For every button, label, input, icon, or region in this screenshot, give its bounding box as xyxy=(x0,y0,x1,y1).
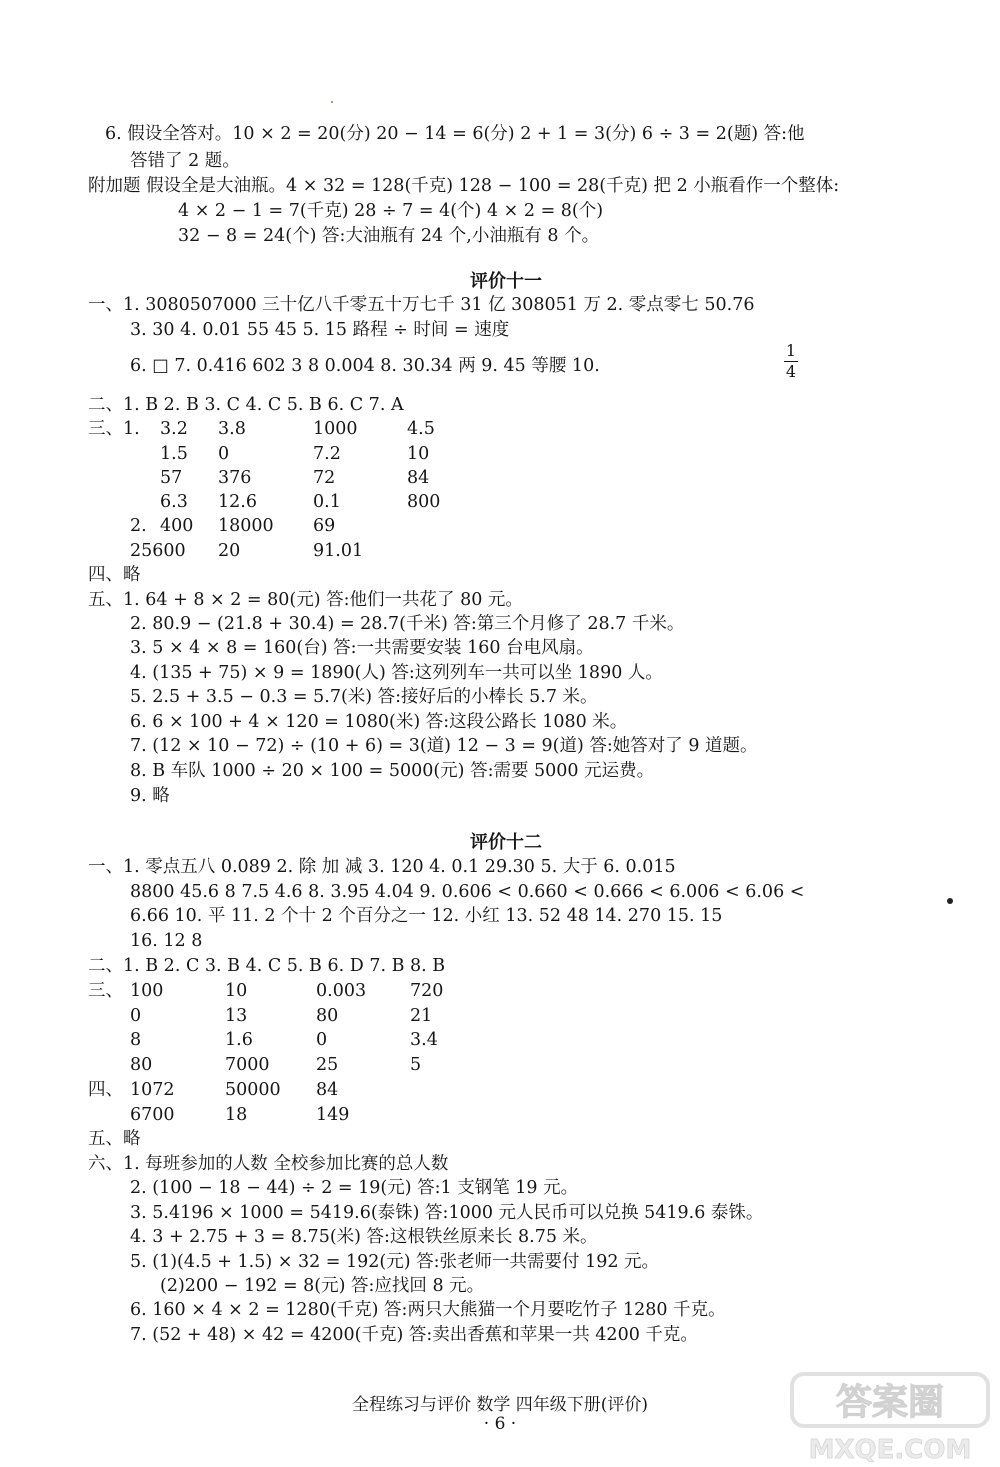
table-cell: 376 xyxy=(218,468,252,488)
svg-text:MXQE.COM: MXQE.COM xyxy=(808,1435,972,1464)
eval11-s5-line: 9. 略 xyxy=(130,786,170,806)
section-title-eval11: 评价十一 xyxy=(470,271,542,292)
eval12-s1-line: 8800 45.6 8 7.5 4.6 8. 3.95 4.04 9. 0.606 < 0.660 < 0.666 < 6.006 < 6.06 < xyxy=(130,882,805,902)
eval12-s6-line: 六、1. 每班参加的人数 全校参加比赛的总人数 xyxy=(88,1154,449,1174)
table-cell: 0.003 xyxy=(316,981,367,1001)
table-cell: 84 xyxy=(316,1080,339,1100)
section-title-eval12: 评价十二 xyxy=(470,832,542,853)
eval12-s6-line: 7. (52 + 48) × 42 = 4200(千克) 答:卖出香蕉和苹果一共 4200 千克。 xyxy=(130,1325,698,1345)
eval11-s5-line: 五、1. 64 + 8 × 2 = 80(元) 答:他们一共花了 80 元。 xyxy=(88,590,523,610)
table-cell: 10 xyxy=(225,981,248,1001)
table-cell: 6.3 xyxy=(160,492,188,512)
bonus-line2: 4 × 2 − 1 = 7(千克) 28 ÷ 7 = 4(个) 4 × 2 = 8(个) xyxy=(178,201,604,221)
eval11-s5-line: 3. 5 × 4 × 8 = 160(台) 答:一共需要安装 160 台电风扇。 xyxy=(130,638,594,658)
table-cell: 1072 xyxy=(130,1080,175,1100)
footer-book-title: 全程练习与评价 数学 四年级下册(评价) xyxy=(351,1395,649,1415)
table-cell: 0.1 xyxy=(313,492,341,512)
eval12-s3-label: 三、 xyxy=(88,981,123,1001)
table-cell: 80 xyxy=(316,1006,339,1026)
table-cell: 25 xyxy=(316,1055,339,1075)
table-cell: 12.6 xyxy=(218,492,257,512)
table-cell: 5 xyxy=(410,1055,422,1075)
eval12-s6-line: 3. 5.4196 × 1000 = 5419.6(泰铢) 答:1000 元人民币可以兑换 5419.6 泰铢。 xyxy=(130,1203,764,1223)
table-cell: 0 xyxy=(316,1030,328,1050)
table-cell: 18 xyxy=(225,1105,248,1125)
fraction-numerator: 1 xyxy=(785,341,797,360)
table-cell: 91.01 xyxy=(313,541,364,561)
q6-line1: 6. 假设全答对。10 × 2 = 20(分) 20 − 14 = 6(分) 2 + 1 = 3(分) 6 ÷ 3 = 2(题) 答:他 xyxy=(105,124,805,144)
table-cell: 0 xyxy=(130,1006,142,1026)
page-number: · 6 · xyxy=(483,1414,517,1434)
table-cell: 100 xyxy=(130,981,164,1001)
table-cell: 1.5 xyxy=(160,444,188,464)
eval12-s1-line: 16. 12 8 xyxy=(130,931,203,951)
table-cell: 80 xyxy=(130,1055,153,1075)
eval12-s4-label: 四、 xyxy=(88,1080,123,1100)
eval11-s5-line: 2. 80.9 − (21.8 + 30.4) = 28.7(千米) 答:第三个月修了 28.7 千米。 xyxy=(130,614,685,634)
table-cell: 18000 xyxy=(218,516,274,536)
table-cell: 25600 xyxy=(130,541,186,561)
eval12-s6-line: (2)200 − 192 = 8(元) 答:应找回 8 元。 xyxy=(160,1276,485,1296)
bonus-line1: 附加题 假设全是大油瓶。4 × 32 = 128(千克) 128 − 100 = 28(千克) 把 2 小瓶看作一个整体: xyxy=(88,176,840,196)
print-speck xyxy=(947,898,953,904)
print-speck xyxy=(331,101,333,103)
table-cell: 3.2 xyxy=(160,419,188,439)
table-cell: 3.4 xyxy=(410,1030,438,1050)
eval12-s6-line: 2. (100 − 18 − 44) ÷ 2 = 19(元) 答:1 支钢笔 19 元。 xyxy=(130,1178,579,1198)
eval11-s5-line: 7. (12 × 10 − 72) ÷ (10 + 6) = 3(道) 12 − 3 = 9(道) 答:她答对了 9 道题。 xyxy=(130,736,758,756)
fraction-one-quarter xyxy=(784,342,798,381)
eval11-s5-line: 8. B 车队 1000 ÷ 20 × 100 = 5000(元) 答:需要 5000 元运费。 xyxy=(130,761,655,781)
table-cell: 6700 xyxy=(130,1105,175,1125)
table-cell: 21 xyxy=(410,1006,433,1026)
table-cell: 400 xyxy=(160,516,194,536)
eval11-s2: 二、1. B 2. B 3. C 4. C 5. B 6. C 7. A xyxy=(88,395,404,415)
eval11-s5-line: 6. 6 × 100 + 4 × 120 = 1080(米) 答:这段公路长 1080 米。 xyxy=(130,712,628,732)
eval12-s2: 二、1. B 2. C 3. B 4. C 5. B 6. D 7. B 8. B xyxy=(88,956,446,976)
table-cell: 720 xyxy=(410,981,444,1001)
svg-text:答案圈: 答案圈 xyxy=(835,1382,945,1423)
eval11-s4: 四、略 xyxy=(88,565,141,585)
eval11-s1-line1: 一、1. 3080507000 三十亿八千零五十万七千 31 亿 308051 万 2. 零点零七 50.76 xyxy=(88,295,755,315)
table-cell: 7.2 xyxy=(313,444,341,464)
eval12-s1-line: 一、1. 零点五八 0.089 2. 除 加 减 3. 120 4. 0.1 29.30 5. 大于 6. 0.015 xyxy=(88,857,676,877)
table-cell: 149 xyxy=(316,1105,350,1125)
table-cell: 8 xyxy=(130,1030,142,1050)
fraction-denominator: 4 xyxy=(785,362,797,381)
eval11-s1-line3: 6. □ 7. 0.416 602 3 8 0.004 8. 30.34 两 9. 45 等腰 10. xyxy=(130,356,600,376)
table-cell: 3.8 xyxy=(218,419,246,439)
table-cell: 10 xyxy=(407,444,430,464)
eval11-s5-line: 5. 2.5 + 3.5 − 0.3 = 5.7(米) 答:接好后的小棒长 5.7 米。 xyxy=(130,687,598,707)
eval12-s5: 五、略 xyxy=(88,1129,141,1149)
eval12-s6-line: 4. 3 + 2.75 + 3 = 8.75(米) 答:这根铁丝原来长 8.75 米。 xyxy=(130,1227,598,1247)
table-cell: 13 xyxy=(225,1006,248,1026)
table-cell: 72 xyxy=(313,468,336,488)
eval12-s6-line: 5. (1)(4.5 + 1.5) × 32 = 192(元) 答:张老师一共需要付 192 元。 xyxy=(130,1252,660,1272)
eval12-s1-line: 6.66 10. 平 11. 2 个十 2 个百分之一 12. 小红 13. 52 48 14. 270 15. 15 xyxy=(130,906,723,926)
table-cell: 800 xyxy=(407,492,441,512)
table-cell: 1000 xyxy=(313,419,358,439)
table-cell: 50000 xyxy=(225,1080,281,1100)
eval11-s5-line: 4. (135 + 75) × 9 = 1890(人) 答:这列列车一共可以坐 1890 人。 xyxy=(130,663,663,683)
eval11-s3-label: 三、1. xyxy=(88,419,140,439)
table-cell: 1.6 xyxy=(225,1030,253,1050)
table-cell: 4.5 xyxy=(407,419,435,439)
q6-line2: 答错了 2 题。 xyxy=(130,151,240,171)
table-cell: 20 xyxy=(218,541,241,561)
table-cell: 69 xyxy=(313,516,336,536)
watermark-logo xyxy=(790,1372,995,1464)
eval11-s3-2-label: 2. xyxy=(130,516,147,536)
table-cell: 57 xyxy=(160,468,183,488)
eval11-s1-line2: 3. 30 4. 0.01 55 45 5. 15 路程 ÷ 时间 = 速度 xyxy=(130,320,510,340)
bonus-line3: 32 − 8 = 24(个) 答:大油瓶有 24 个,小油瓶有 8 个。 xyxy=(178,226,600,246)
table-cell: 7000 xyxy=(225,1055,270,1075)
table-cell: 84 xyxy=(407,468,430,488)
eval12-s6-line: 6. 160 × 4 × 2 = 1280(千克) 答:两只大熊猫一个月要吃竹子 1280 千克。 xyxy=(130,1300,726,1320)
table-cell: 0 xyxy=(218,444,230,464)
